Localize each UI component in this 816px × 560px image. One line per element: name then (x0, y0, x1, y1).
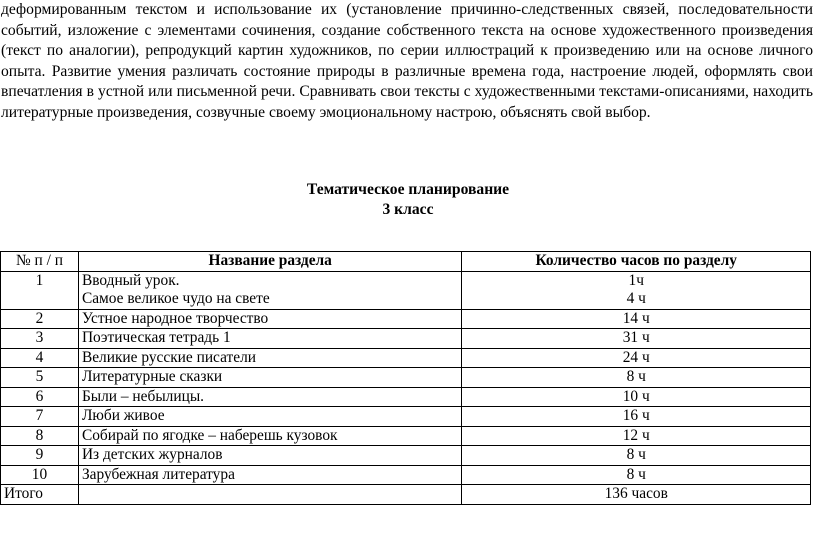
total-row (1, 485, 811, 505)
section-hours (462, 271, 811, 309)
column-header-hours: Количество часов по разделу (462, 252, 811, 272)
table-row (1, 368, 811, 388)
paragraph-line: событий, изложение с элементами сочинения, создание собственного текста на основе художественного произведения (1, 21, 813, 39)
section-hours: 31 ч (462, 329, 811, 349)
section-hours: 10 ч (462, 387, 811, 407)
section-name: Зарубежная литература (78, 465, 462, 485)
section-hours: 12 ч (462, 426, 811, 446)
section-name-line: Самое великое чудо на свете (81, 290, 270, 307)
row-number: 7 (1, 407, 79, 427)
section-name: Литературные сказки (78, 368, 462, 388)
row-number: 6 (1, 387, 79, 407)
table-header-row (1, 252, 811, 272)
table-row (1, 329, 811, 349)
row-number: 4 (1, 348, 79, 368)
section-hours: 8 ч (462, 446, 811, 466)
section-name: Из детских журналов (78, 446, 462, 466)
section-name (78, 271, 462, 309)
section-hours: 14 ч (462, 309, 811, 329)
section-name: Собирай по ягодке – наберешь кузовок (78, 426, 462, 446)
section-name: Поэтическая тетрадь 1 (78, 329, 462, 349)
section-name-line: Вводный урок. (81, 271, 180, 289)
table-row (1, 407, 811, 427)
paragraph-line: деформированным текстом и использование их (установление причинно-следственных связей, последовательности (1, 1, 813, 18)
table-row (1, 271, 811, 309)
row-number: 9 (1, 446, 79, 466)
section-hours: 8 ч (462, 465, 811, 485)
total-empty-cell (78, 485, 462, 505)
table-row (1, 426, 811, 446)
hours-value: 4 ч (626, 290, 646, 307)
total-label: Итого (1, 485, 79, 505)
paragraph-line: литературные произведения, созвучные своему эмоциональному настрою, объяснять свой выбор. (1, 103, 651, 121)
table-row (1, 446, 811, 466)
section-name: Устное народное творчество (78, 309, 462, 329)
column-header-number: № п / п (1, 252, 79, 272)
row-number: 8 (1, 426, 79, 446)
total-hours: 136 часов (462, 485, 811, 505)
row-number: 3 (1, 329, 79, 349)
section-name: Великие русские писатели (78, 348, 462, 368)
table-row (1, 348, 811, 368)
table-row (1, 465, 811, 485)
section-name: Люби живое (78, 407, 462, 427)
section-hours: 16 ч (462, 407, 811, 427)
paragraph-line: опыта. Развитие умения различать состояние природы в различные времена года, настроение людей, оформлять свои (1, 62, 813, 80)
thematic-plan-table (0, 251, 811, 505)
row-number: 1 (1, 271, 79, 309)
section-hours: 24 ч (462, 348, 811, 368)
paragraph-line: впечатления в устной или письменной речи. Сравнивать свои тексты с художественными текстами-описаниями, находить (1, 83, 813, 101)
intro-paragraph (1, 0, 813, 124)
section-hours: 8 ч (462, 368, 811, 388)
section-title: Тематическое планирование (306, 181, 510, 198)
hours-value: 1ч (628, 271, 644, 289)
grade-subtitle: 3 класс (382, 201, 434, 218)
paragraph-line: (текст по аналогии), репродукций картин художников, по серии иллюстраций к произведению или на основе личного (1, 42, 813, 60)
row-number: 2 (1, 309, 79, 329)
table-row (1, 309, 811, 329)
row-number: 5 (1, 368, 79, 388)
row-number: 10 (1, 465, 79, 485)
column-header-section: Название раздела (78, 252, 462, 272)
table-row (1, 387, 811, 407)
section-name: Были – небылицы. (78, 387, 462, 407)
